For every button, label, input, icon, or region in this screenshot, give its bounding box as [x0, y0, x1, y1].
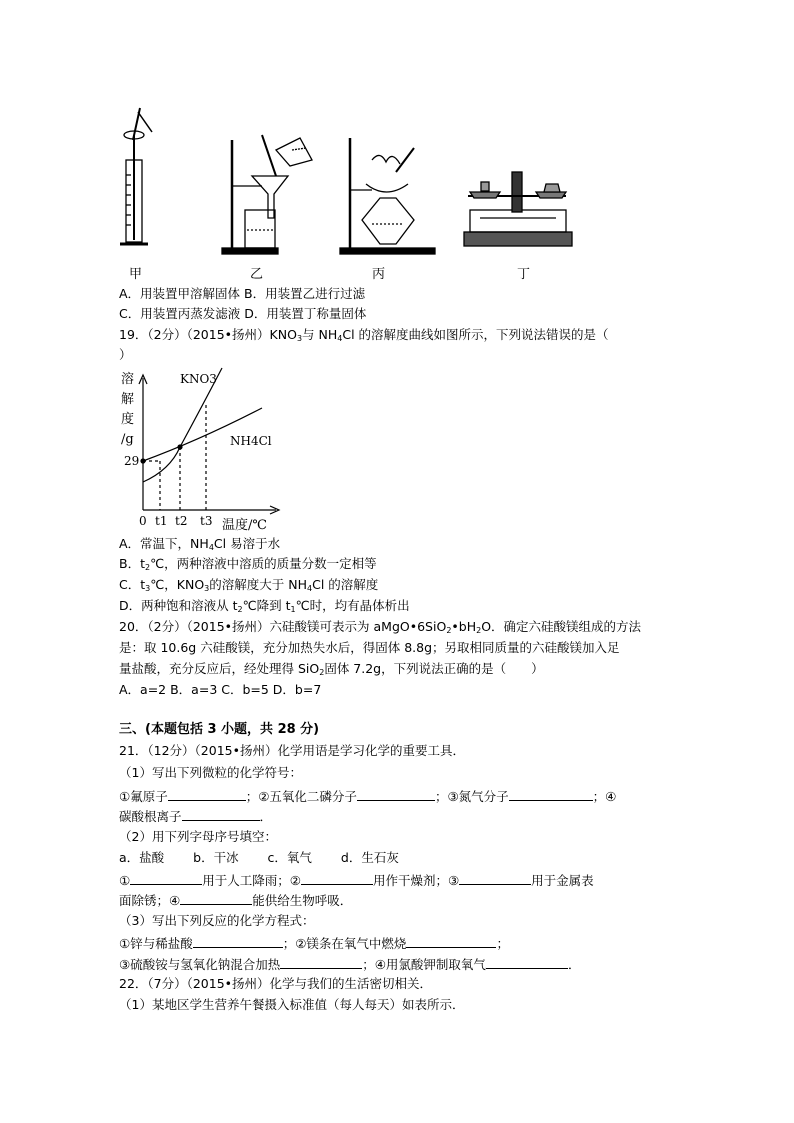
q19-stem: 19．（2分）（2015•扬州）$KNO_3$与 $NH_4Cl$ 的溶解度曲线如图所示，下列说法错误的是（ — [119, 327, 609, 343]
q20-line1: 20．（2分）（2015•扬州）六硅酸镁可表示为 $aMgO•6SiO_2•bH_2O$．确定六硅酸镁组成的方法 — [119, 619, 642, 635]
point-intersection — [177, 444, 182, 449]
q21-stem: 21．（12分）（2015•扬州）化学用语是学习化学的重要工具． — [119, 743, 465, 758]
q21-part3-line1: ①锌与稀盐酸 ；②镁条在氧气中燃烧 ； — [119, 936, 509, 951]
q19-option-c: C．$t_3℃$，$KNO_3$的溶解度大于 $NH_4Cl$ 的溶解度 — [119, 577, 379, 593]
q19-option-d: D．两种饱和溶液从 $t_2℃$降到 $t_1℃$时，均有晶体析出 — [119, 598, 410, 614]
q21-part1-line1: ①氟原子 ；②五氧化二磷分子 ；③氮气分子 ；④ — [119, 789, 617, 804]
chart-xtick-t3: t3 — [200, 514, 213, 528]
q19-stem-close: ） — [119, 347, 132, 362]
q20-options: A．a=2 B．a=3 C．b=5 D．b=7 — [119, 682, 322, 697]
x-axis-arrow — [270, 506, 279, 514]
chart-y-value: 29 — [124, 454, 140, 468]
caption-jia: 甲 — [129, 267, 143, 282]
q22-part1: （1）某地区学生营养午餐摄入标准值（每人每天）如表所示． — [119, 997, 465, 1012]
filtration-apparatus — [222, 135, 312, 254]
q21-part2-options: a．盐酸 b．干冰 c．氧气 d．生石灰 — [119, 850, 399, 865]
apparatus-figure — [0, 0, 794, 260]
chart-xtick-0: 0 — [139, 514, 147, 528]
chart-curve-nh4cl: NH4Cl — [230, 434, 272, 448]
q19-option-a: A．常温下，$NH_4Cl$ 易溶于水 — [119, 536, 281, 552]
q22-stem: 22．（7分）（2015•扬州）化学与我们的生活密切相关． — [119, 976, 433, 991]
q21-part2: （2）用下列字母序号填空： — [119, 829, 277, 844]
caption-bing: 丙 — [372, 267, 386, 282]
chart-xlabel: 温度/℃ — [222, 518, 267, 533]
y-axis-arrow — [139, 375, 147, 384]
options-ab: A．用装置甲溶解固体 B．用装置乙进行过滤 — [119, 286, 366, 301]
q21-part2-line2: 面除锈；④ 能供给生物呼吸． — [119, 893, 353, 908]
chart-xtick-t1: t1 — [155, 514, 168, 528]
q21-part2-line1: ① 用于人工降雨；② 用作干燥剂；③ 用于金属表 — [119, 873, 594, 888]
q20-line2: 是：取 10.6g 六硅酸镁，充分加热失水后，得固体 8.8g；另取相同质量的六硅酸镁加入足 — [119, 640, 620, 655]
q21-part3-line2: ③硫酸铵与氢氧化钠混合加热 ；④用氯酸钾制取氧气 ． — [119, 957, 581, 972]
q21-part3: （3）写出下列反应的化学方程式： — [119, 913, 315, 928]
evaporation-apparatus — [340, 138, 435, 254]
q21-part1-line2: 碳酸根离子 ． — [119, 809, 273, 824]
chart-ylabel: 溶 解 度 /g — [121, 372, 135, 447]
q19-option-b: B．$t_2℃$，两种溶液中溶质的质量分数一定相等 — [119, 556, 377, 572]
q20-line3: 量盐酸，充分反应后，经处理得 SiO$_2$固体 7.2g，下列说法正确的是（ ） — [119, 661, 544, 677]
q21-part1: （1）写出下列微粒的化学符号： — [119, 765, 302, 780]
balance-apparatus — [464, 172, 572, 246]
caption-ding: 丁 — [517, 267, 531, 282]
caption-yi: 乙 — [250, 267, 264, 282]
chart-xtick-t2: t2 — [175, 514, 188, 528]
section3-title: 三、(本题包括 3 小题，共 28 分) — [119, 722, 320, 737]
cylinder-apparatus — [120, 108, 152, 244]
options-cd: C．用装置丙蒸发滤液 D．用装置丁称量固体 — [119, 306, 367, 321]
point-29 — [140, 458, 145, 463]
chart-curve-kno3: KNO3 — [180, 372, 217, 386]
